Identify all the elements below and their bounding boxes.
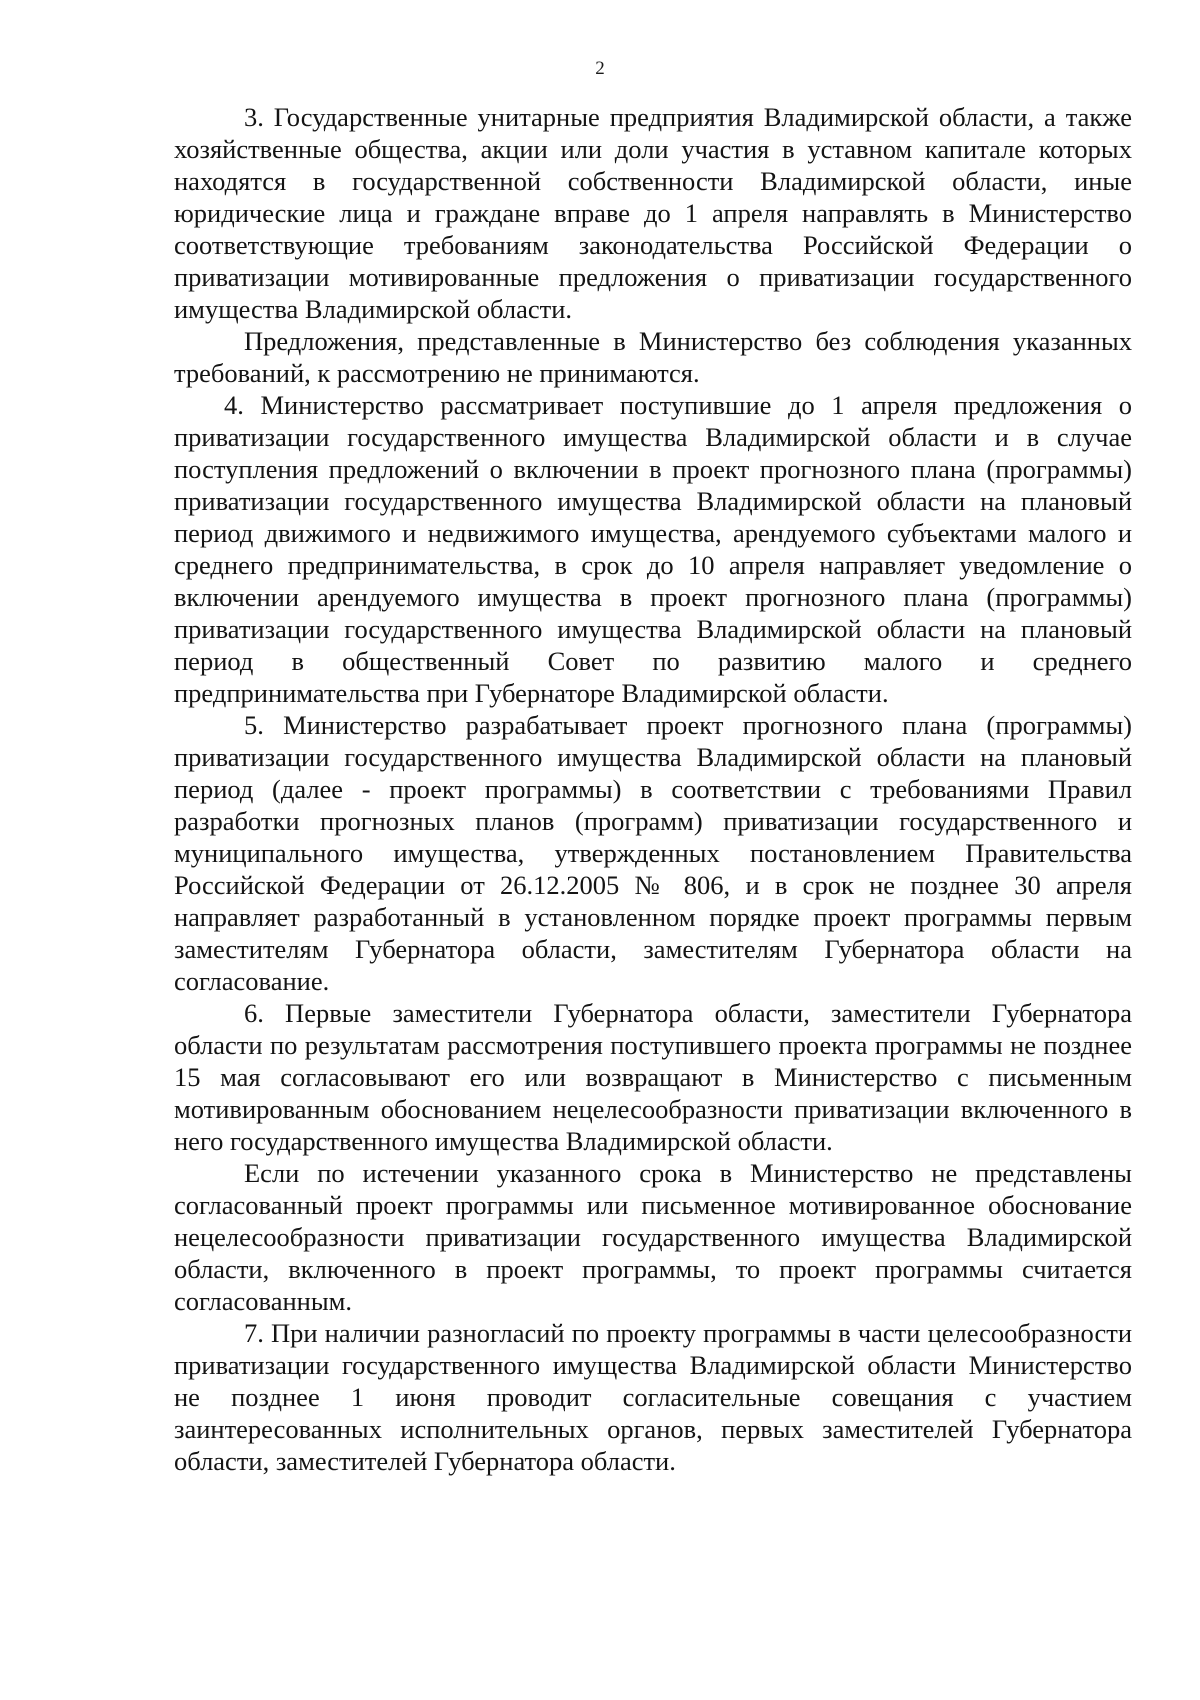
paragraph-6-note: Если по истечении указанного срока в Министерство не представлены согласованный проект программы или письменное мотивированное обоснование нецелесообразности приватизации государственного имущества Владимирской области, включенного в проект программы, то проект программы считается согласованным. — [174, 1158, 1132, 1316]
paragraph-3-note: Предложения, представленные в Министерство без соблюдения указанных требований, к рассмотрению не принимаются. — [174, 326, 1132, 388]
paragraph-6: 6. Первые заместители Губернатора области, заместители Губернатора области по результатам рассмотрения поступившего проекта программы не позднее 15 мая согласовывают его или возвращают в Министерство с письменным мотивированным обоснованием нецелесообразности приватизации включенного в него государственного имущества Владимирской области. — [174, 998, 1132, 1156]
paragraph-7: 7. При наличии разногласий по проекту программы в части целесообразности приватизации государственного имущества Владимирской области Министерство не позднее 1 июня проводит согласительные совещания с участием заинтересованных исполнительных органов, первых заместителей Губернатора области, заместителей Губернатора области. — [174, 1318, 1132, 1476]
paragraph-4: 4. Министерство рассматривает поступившие до 1 апреля предложения о приватизации государственного имущества Владимирской области и в случае поступления предложений о включении в проект прогнозного плана (программы) приватизации государственного имущества Владимирской области на плановый период движимого и недвижимого имущества, арендуемого субъектами малого и среднего предпринимательства, в срок до 10 апреля направляет уведомление о включении арендуемого имущества в проект прогнозного плана (программы) приватизации государственного имущества Владимирской области на плановый период в общественный Совет по развитию малого и среднего предпринимательства при Губернаторе Владимирской области. — [174, 390, 1132, 708]
paragraph-5: 5. Министерство разрабатывает проект прогнозного плана (программы) приватизации государственного имущества Владимирской области на плановый период (далее - проект программы) в соответствии с требованиями Правил разработки прогнозных планов (программ) приватизации государственного и муниципального имущества, утвержденных постановлением Правительства Российской Федерации от 26.12.2005 № 806, и в срок не позднее 30 апреля направляет разработанный в установленном порядке проект программы первым заместителям Губернатора области, заместителям Губернатора области на согласование. — [174, 710, 1132, 996]
page-number: 2 — [595, 58, 605, 79]
document-body — [174, 101, 1132, 1477]
paragraph-3: 3. Государственные унитарные предприятия Владимирской области, а также хозяйственные общества, акции или доли участия в уставном капитале которых находятся в государственной собственности Владимирской области, иные юридические лица и граждане вправе до 1 апреля направлять в Министерство соответствующие требованиям законодательства Российской Федерации о приватизации мотивированные предложения о приватизации государственного имущества Владимирской области. — [174, 102, 1132, 324]
